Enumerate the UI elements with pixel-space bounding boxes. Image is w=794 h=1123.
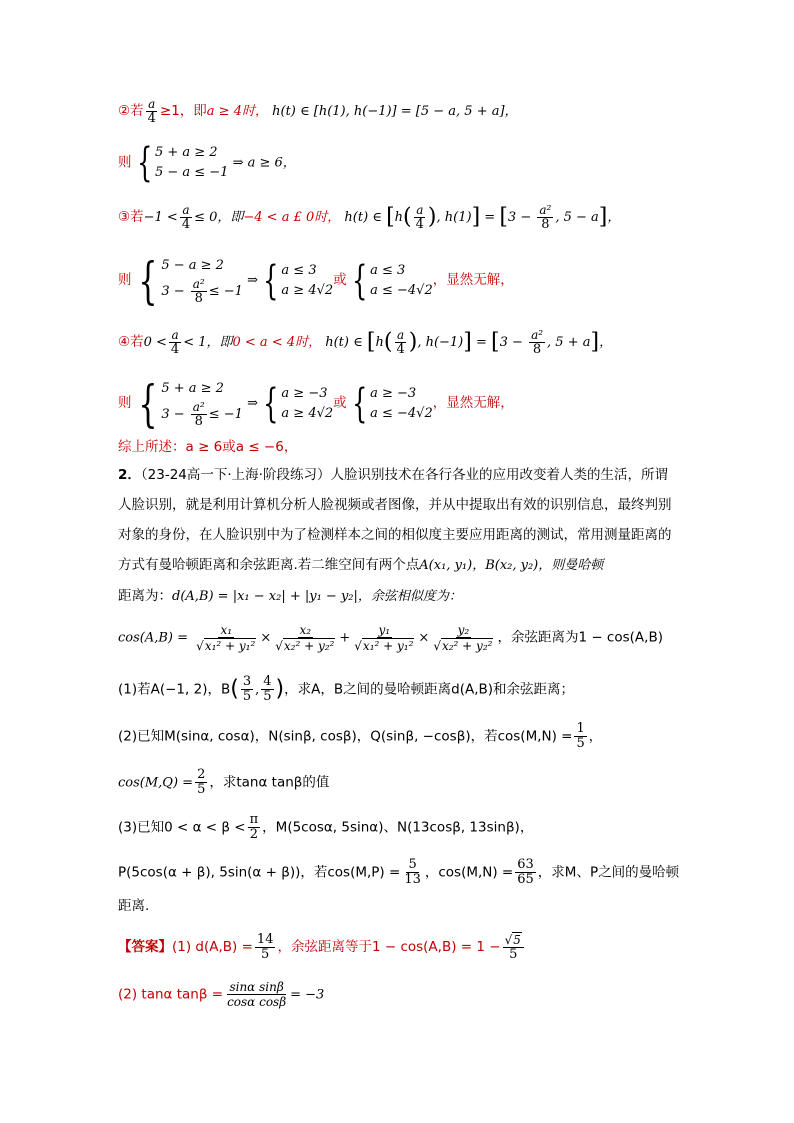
case3-label: ③若 [118, 209, 144, 225]
q3-b: P(5cos(α + β), 5sin(α + β))，若cos(M,P) = [118, 864, 401, 881]
left-brace: { [351, 257, 368, 304]
question-3: (3)已知0 < α < β < $\frac{\pi}{2}$ ，M(5cosα, 5sinα)、N(13cosβ, 13sinβ)， [118, 812, 534, 842]
case3-ineq-2: 3 − $\frac{\text{a²}}{8}$ ≤ −1 [161, 277, 243, 306]
case4-ineq-2: 3 − $\frac{\text{a²}}{8}$ ≤ −1 [161, 400, 243, 429]
left-brace: { [263, 380, 279, 427]
case3-conclusion: ，显然无解， [432, 272, 514, 288]
q1-text: (1)若A(−1, 2)，B [118, 681, 231, 698]
question-3b: P(5cos(α + β), 5sin(α + β))，若cos(M,P) = $\frac{5}{13}$ ，cos(M,N) = $\frac{63}{65}$ ，求M、P之间的曼哈顿 [118, 857, 680, 887]
case2-cond: a ≥ 4时， [206, 104, 268, 119]
problem2-points: A(x₁, y₁)，B(x₂, y₂)，则曼哈顿 [419, 558, 604, 573]
manhattan-lead: 距离为： [118, 588, 172, 604]
cos-tail: ，余弦距离为1 − cos(A,B) [497, 629, 663, 646]
case3-then: 则 [118, 272, 132, 288]
case4-expr-start: h(t) ∈ [325, 335, 363, 350]
q2-text: (2)已知M(sinα, cosα)，N(sinβ, cosβ)，Q(sinβ, −cosβ)，若cos(M,N) = [118, 728, 573, 745]
answer-2-tail: = −3 [290, 987, 325, 1003]
case2-ineq-2: 5 − a ≤ −1 [154, 165, 229, 180]
question-1: (1)若A(−1, 2)，B( $\frac{3}{5}$ , $\frac{4}{5}$ )，求A，B之间的曼哈顿距离d(A,B)和余弦距离； [118, 674, 575, 704]
case4-then: 则 [118, 395, 132, 411]
case4-label: ④若 [118, 334, 144, 350]
case2-label: ②若 [118, 103, 144, 119]
problem2-source: （23-24高一下·上海·阶段练习） [140, 467, 331, 483]
cos-lead: cos(A,B) = [118, 630, 189, 646]
q1-tail: ，求A，B之间的曼哈顿距离d(A,B)和余弦距离； [284, 681, 575, 698]
question-2b: cos(M,Q) = $\frac{2}{5}$ ，求tanα tanβ的值 [118, 767, 330, 797]
case2-result: ⇒ a ≥ 6， [232, 155, 296, 171]
q3-text: (3)已知0 < α < β < [118, 819, 246, 836]
case4-expr-end: ， [599, 335, 613, 350]
problem2-text [118, 460, 678, 612]
case4-result-2: a ≥ −3 a ≤ −4√2 [370, 385, 433, 421]
answer-1-tail: ，余弦距离等于1 − cos(A,B) = 1 − [277, 939, 501, 955]
case4-prefix: 0 < [143, 335, 167, 350]
answer-1: 【答案】(1) d(A,B) = $\frac{14}{5}$ ，余弦距离等于1 − cos(A,B) = 1 − $\frac{√5}{5}$ [118, 932, 526, 962]
manhattan-formula: d(A,B) = |x₁ − x₂| + |y₁ − y₂|，余弦相似度为： [172, 589, 462, 604]
case2-ineq-1: 5 + a ≥ 2 [154, 145, 218, 160]
case3-expr-end: ， [607, 210, 621, 225]
left-brace: { [137, 374, 157, 433]
case3-mid: ≤ 0，即 [194, 210, 244, 225]
q3-tail: ，M(5cosα, 5sinα)、N(13cosβ, 13sinβ)， [262, 819, 534, 836]
case3-ineq-1: 5 − a ≥ 2 [161, 258, 224, 273]
case3-cond: −4 < a £ 0时， [243, 210, 341, 225]
case2-line [118, 97, 518, 126]
case4-inequalities [161, 378, 243, 429]
or-label: 或 [333, 272, 347, 288]
problem2-body: 人脸识别技术在各行各业的应用改变着人类的生活，所谓人脸识别，就是利用计算机分析人脸视频或者图像，并从中提取出有效的识别信息，最终判别对象的身份，在人脸识别中为了检测样本之间的相似度主要应用距离的测试，常用测量距离的方式有曼哈顿距离和余弦距离.若二维空间有两个点 [118, 467, 672, 573]
case3-line: ③若−1 < $\frac{a}{4}$ ≤ 0，即−4 < a £ 0时， h(t) ∈ [h( $\frac{a}{4}$ ), h(1)] = [3 − $\frac{\text{a²}}{8}$ , 5 − a]， [118, 203, 621, 232]
case4-cond: 0 < a < 4时， [232, 335, 322, 350]
case2-mid: ≥1，即 [159, 103, 207, 119]
answer-2-text: (2) tanα tanβ = [118, 986, 224, 1003]
case3-result-2: a ≤ 3 a ≤ −4√2 [370, 262, 433, 298]
case3-expr-start: h(t) ∈ [344, 210, 382, 225]
left-brace: { [137, 251, 157, 310]
question-2: (2)已知M(sinα, cosα)，N(sinβ, cosβ)，Q(sinβ, −cosβ)，若cos(M,N) = $\frac{1}{5}$ ， [118, 721, 602, 751]
q2-b: cos(M,Q) = [118, 775, 194, 791]
left-brace: { [351, 380, 368, 427]
case4-system: 则 { 5 + a ≥ 2 3 − $\frac{\text{a²}}{8}$ ≤ −1 ⇒ { a ≥ −3 a ≥ 4√2 或 { a ≥ −3 a ≤ −4√2 ，显然无解， [118, 374, 514, 433]
left-brace: { [136, 140, 152, 186]
case2-expr: h(t) ∈ [h(1), h(−1)] = [5 − a, 5 + a]， [272, 104, 518, 119]
case3-result-1: a ≤ 3 a ≥ 4√2 [281, 262, 334, 298]
answer-tag: 【答案】 [118, 939, 172, 955]
case4-mid: < 1，即 [183, 335, 233, 350]
fraction-a-over-4: $\frac{a}{4}$ [147, 97, 156, 126]
q3-c: ，cos(M,N) = [424, 864, 514, 881]
case4-result-1: a ≥ −3 a ≥ 4√2 [281, 385, 334, 421]
problem2-number: 2． [118, 467, 141, 483]
left-brace: { [263, 257, 279, 304]
answer-1-text: (1) d(A,B) = [172, 939, 253, 955]
summary-line: 综上所述：a ≥ 6或a ≤ −6， [118, 439, 298, 455]
case2-then: 则 [118, 154, 132, 171]
case3-system: 则 { 5 − a ≥ 2 3 − $\frac{\text{a²}}{8}$ ≤ −1 ⇒ { a ≤ 3 a ≥ 4√2 或 { a ≤ 3 a ≤ −4√2 ，显然无解， [118, 251, 514, 310]
cosine-formula: cos(A,B) = $\frac{\text{x₁}}{\text{√x₁² + y₁²}}$ × $\frac{\text{x₂}}{\text{√x₂² + y₂²}}$ + $\frac{\text{y₁}}{\text{√x₁² + y₁²}}$ × $\frac{\text{y₂}}{\text{√x₂² + y₂²}}$ ，余弦距离为1 − cos(A,B) [118, 623, 663, 653]
fraction-a-over-4: $\frac{a}{4}$ [181, 203, 191, 232]
case4-ineq-1: 5 + a ≥ 2 [161, 381, 224, 396]
case4-line: ④若0 < $\frac{a}{4}$ < 1，即0 < a < 4时， h(t) ∈ [h( $\frac{a}{4}$ ), h(−1)] = [3 − $\frac{\text{a²}}{8}$ , 5 + a]， [118, 328, 613, 357]
case2-inequalities [155, 143, 229, 183]
fraction-a-over-4: $\frac{a}{4}$ [170, 328, 180, 357]
case4-conclusion: ，显然无解， [432, 395, 514, 411]
or-label: 或 [333, 395, 347, 411]
q3-d: ，求M、P之间的曼哈顿 [537, 864, 680, 881]
q2-tail: ，求tanα tanβ的值 [209, 774, 330, 791]
case2-system [118, 140, 296, 186]
case3-prefix: −1 < [143, 210, 178, 225]
answer-2: (2) tanα tanβ = $\frac{\text{sinα sinβ}}{\text{cosα cosβ}}$ = −3 [118, 980, 325, 1009]
case3-inequalities [161, 255, 243, 306]
question-3c: 距离. [118, 898, 150, 914]
